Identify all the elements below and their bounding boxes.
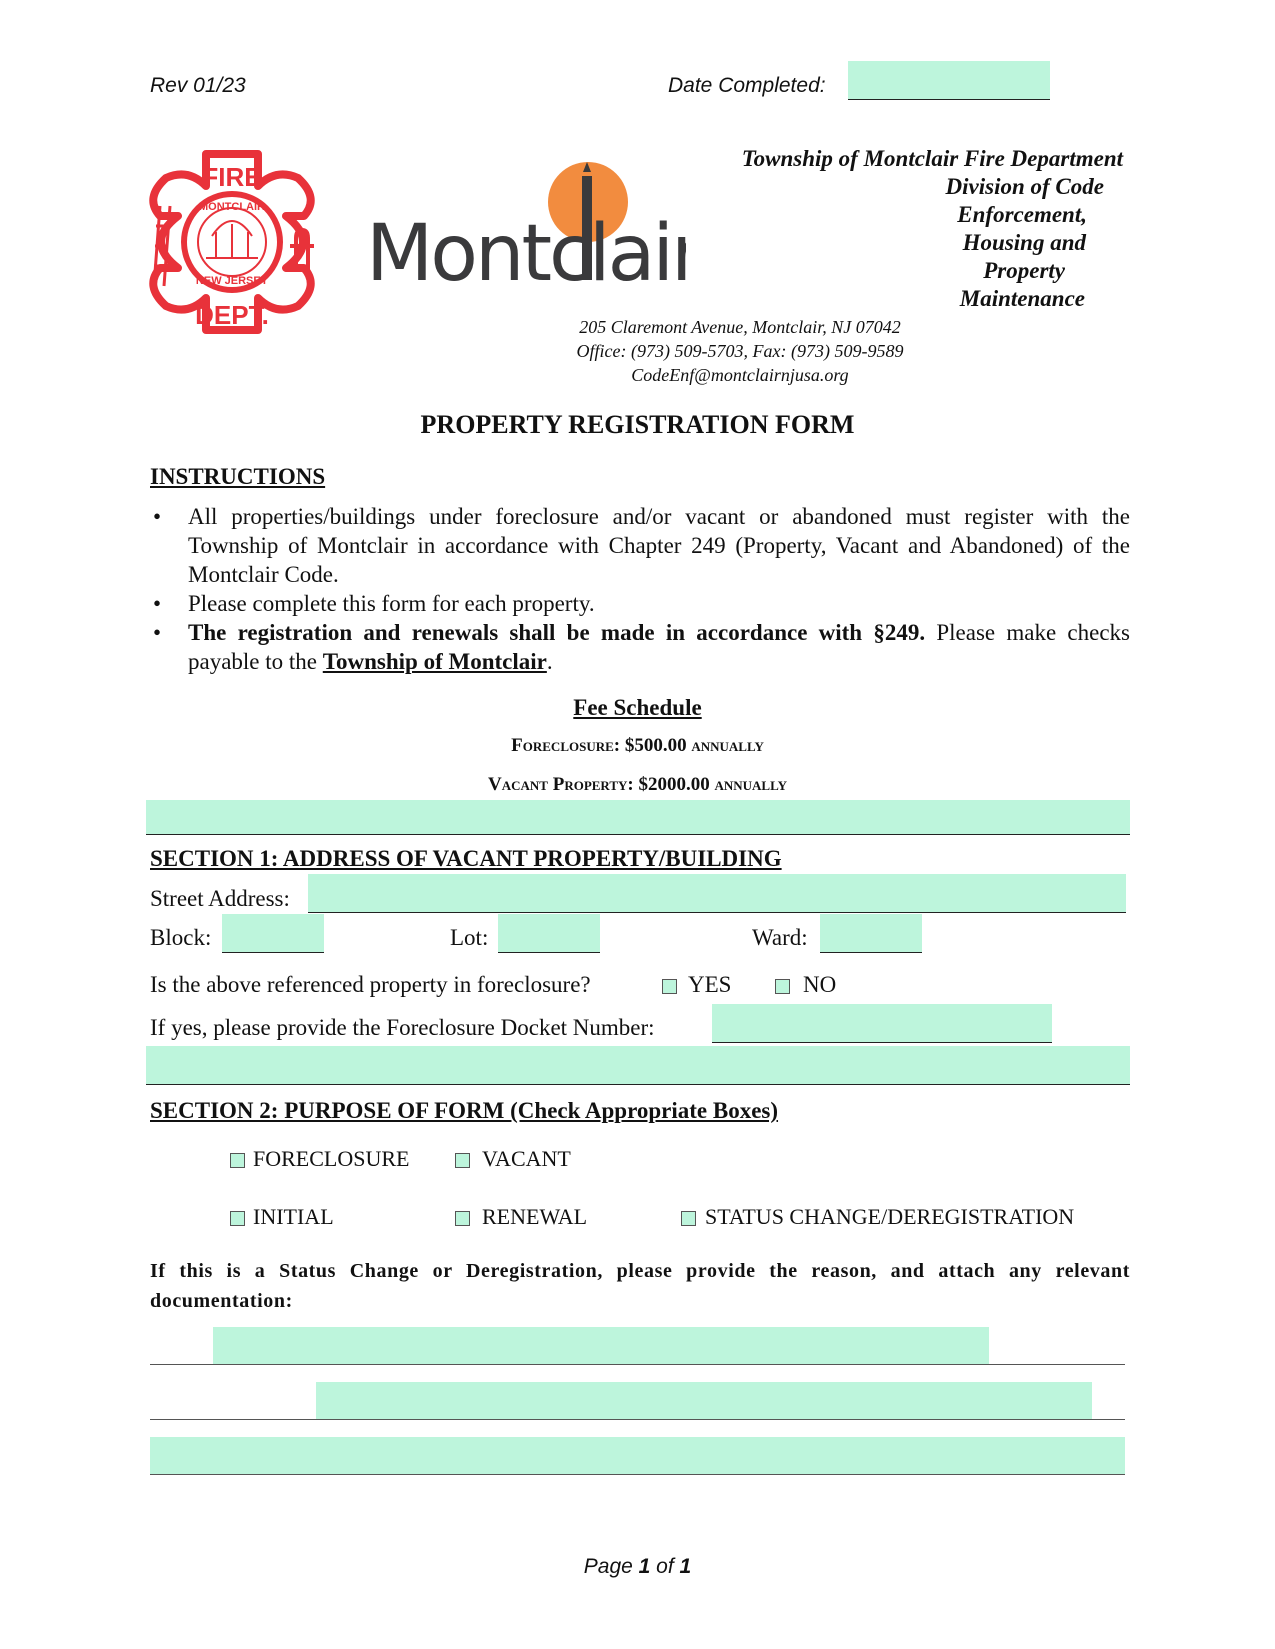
foreclosure-no-checkbox[interactable] — [775, 979, 790, 994]
page-number — [0, 1555, 1275, 1579]
instructions-heading: INSTRUCTIONS — [150, 464, 326, 489]
vacant-option-label: VACANT — [482, 1146, 571, 1171]
montclair-wordmark: Montclair — [366, 209, 686, 299]
payee-name: Township of Montclair — [322, 649, 547, 674]
status-change-option-label: STATUS CHANGE/DEREGISTRATION — [705, 1204, 1075, 1229]
montclair-town-logo — [366, 158, 686, 308]
department-line: Maintenance — [959, 286, 1085, 311]
status-change-checkbox[interactable] — [681, 1211, 696, 1226]
street-address-label: Street Address: — [150, 886, 290, 911]
badge-text-new-jersey: NEW JERSEY — [195, 275, 269, 287]
department-address: 205 Claremont Avenue, Montclair, NJ 07042 — [579, 317, 901, 337]
revision-label: Rev 01/23 — [150, 74, 246, 97]
badge-text-fire: FIRE — [202, 162, 262, 192]
fire-department-badge-logo — [136, 146, 328, 338]
badge-text-montclair: MONTCLAIR — [199, 201, 265, 213]
block-field[interactable] — [222, 914, 324, 953]
ward-field[interactable] — [820, 914, 922, 953]
department-line: Housing and — [962, 230, 1086, 255]
date-completed-field[interactable] — [848, 61, 1050, 100]
instruction-item — [150, 618, 1130, 676]
docket-number-label: If yes, please provide the Foreclosure Docket Number: — [150, 1015, 655, 1040]
lot-field[interactable] — [498, 914, 600, 953]
lot-label: Lot: — [450, 925, 489, 950]
no-label: NO — [803, 972, 837, 997]
page-current: 1 — [638, 1555, 651, 1578]
fee-schedule-heading: Fee Schedule — [573, 695, 702, 720]
page-of: of — [650, 1555, 680, 1578]
department-line: Division of Code — [945, 174, 1104, 199]
instruction-bold-text: The registration and renewals shall be made in accordance with §249. — [188, 620, 926, 645]
reason-underline — [150, 1419, 1125, 1420]
page-prefix: Page — [583, 1555, 639, 1578]
reason-underline — [150, 1364, 1125, 1365]
reason-field-line-3[interactable] — [150, 1437, 1125, 1474]
vacant-checkbox[interactable] — [455, 1153, 470, 1168]
foreclosure-question: Is the above referenced property in foreclosure? — [150, 972, 591, 997]
renewal-option-label: RENEWAL — [482, 1204, 588, 1229]
section-divider-band — [146, 1046, 1130, 1085]
department-line: Enforcement, — [957, 202, 1087, 227]
renewal-checkbox[interactable] — [455, 1211, 470, 1226]
fee-foreclosure: Foreclosure: $500.00 annually — [511, 735, 764, 756]
foreclosure-checkbox[interactable] — [230, 1153, 245, 1168]
instruction-text: . — [546, 649, 553, 674]
page-total: 1 — [679, 1555, 692, 1578]
form-title: PROPERTY REGISTRATION FORM — [420, 410, 855, 439]
department-line: Township of Montclair Fire Department — [741, 146, 1123, 171]
instruction-text: Please make checks payable to the — [188, 620, 1130, 674]
foreclosure-yes-checkbox[interactable] — [662, 979, 677, 994]
reason-prompt: If this is a Status Change or Deregistration, please provide the reason, and attach any relevant documentation: — [150, 1260, 1130, 1312]
instruction-text: Please complete this form for each property. — [188, 591, 595, 616]
fee-vacant-property: Vacant Property: $2000.00 annually — [488, 774, 787, 795]
docket-number-field[interactable] — [712, 1004, 1052, 1043]
block-label: Block: — [150, 925, 212, 950]
badge-text-dept: DEPT. — [195, 300, 269, 330]
department-email: CodeEnf@montclairnjusa.org — [631, 365, 849, 385]
ward-label: Ward: — [752, 925, 808, 950]
section-2-heading: SECTION 2: PURPOSE OF FORM (Check Appropriate Boxes) — [150, 1098, 779, 1123]
instructions-list — [150, 502, 1130, 676]
instruction-item — [150, 589, 1130, 618]
instruction-text: All properties/buildings under foreclosure and/or vacant or abandoned must register with the Township of Montclair in accordance with Chapter 249 (Property, Vacant and Abandoned) of the Montclair Code. — [188, 504, 1130, 587]
department-phone-fax: Office: (973) 509-5703, Fax: (973) 509-9589 — [576, 341, 904, 361]
reason-underline — [150, 1474, 1125, 1475]
foreclosure-option-label: FORECLOSURE — [253, 1146, 410, 1171]
reason-field-line-2[interactable] — [316, 1382, 1092, 1419]
section-1-heading: SECTION 1: ADDRESS OF VACANT PROPERTY/BUILDING — [150, 846, 782, 871]
section-divider-band — [146, 800, 1130, 835]
reason-field-line-1[interactable] — [213, 1327, 989, 1364]
street-address-field[interactable] — [308, 874, 1126, 913]
date-completed-label: Date Completed: — [668, 74, 826, 97]
initial-option-label: INITIAL — [253, 1204, 334, 1229]
yes-label: YES — [688, 972, 732, 997]
initial-checkbox[interactable] — [230, 1211, 245, 1226]
department-line: Property — [983, 258, 1065, 283]
instruction-item — [150, 502, 1130, 589]
